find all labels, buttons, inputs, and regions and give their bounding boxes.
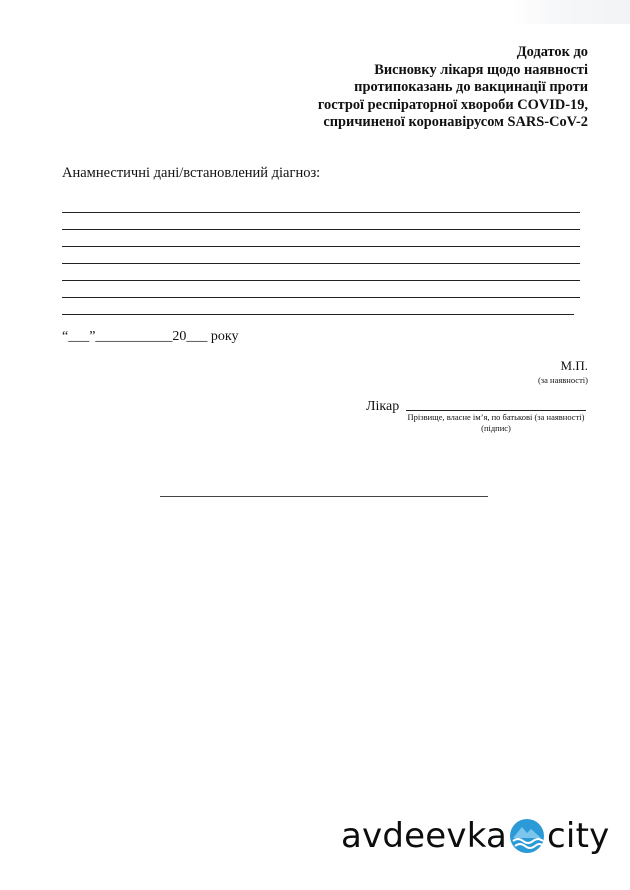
doctor-signature-hint: (підпис) [481,423,511,433]
watermark-logo [341,812,609,860]
doctor-signature-line [406,410,586,411]
header-line: протипоказань до вакцинації проти [354,79,588,95]
doctor-hint [402,412,590,434]
anamnesis-fill-line [62,314,574,315]
anamnesis-fill-line [62,246,580,247]
logo-text-left: avdeevka [341,816,508,856]
header-line: Висновку лікаря щодо наявності [374,61,588,78]
doctor-name-hint: Прізвище, власне ім’я, по батькові (за наявності) [407,412,585,422]
anamnesis-fill-line [62,297,580,298]
anamnesis-fill-line [62,280,580,281]
header-line: гострої респіраторної хвороби COVID-19, [317,96,588,113]
header-line: спричиненої коронавірусом SARS-CoV-2 [323,114,588,130]
appendix-header [258,44,588,132]
footer-divider-line [160,496,488,497]
anamnesis-fill-line [62,229,580,230]
stamp-place [538,358,588,385]
anamnesis-label: Анамнестичні дані/встановлений діагноз: [62,165,321,181]
anamnesis-fill-line [62,212,580,213]
stamp-note: (за наявності) [537,375,588,385]
doctor-label: Лікар [366,399,400,414]
logo-text-right: city [547,816,610,856]
mountain-wave-icon [509,818,545,854]
scan-corner-shade [512,0,630,24]
header-line: Додаток до [516,44,588,60]
stamp-label: М.П. [560,358,588,373]
date-field: “___”___________20___ року [62,329,239,344]
anamnesis-fill-line [62,263,580,264]
